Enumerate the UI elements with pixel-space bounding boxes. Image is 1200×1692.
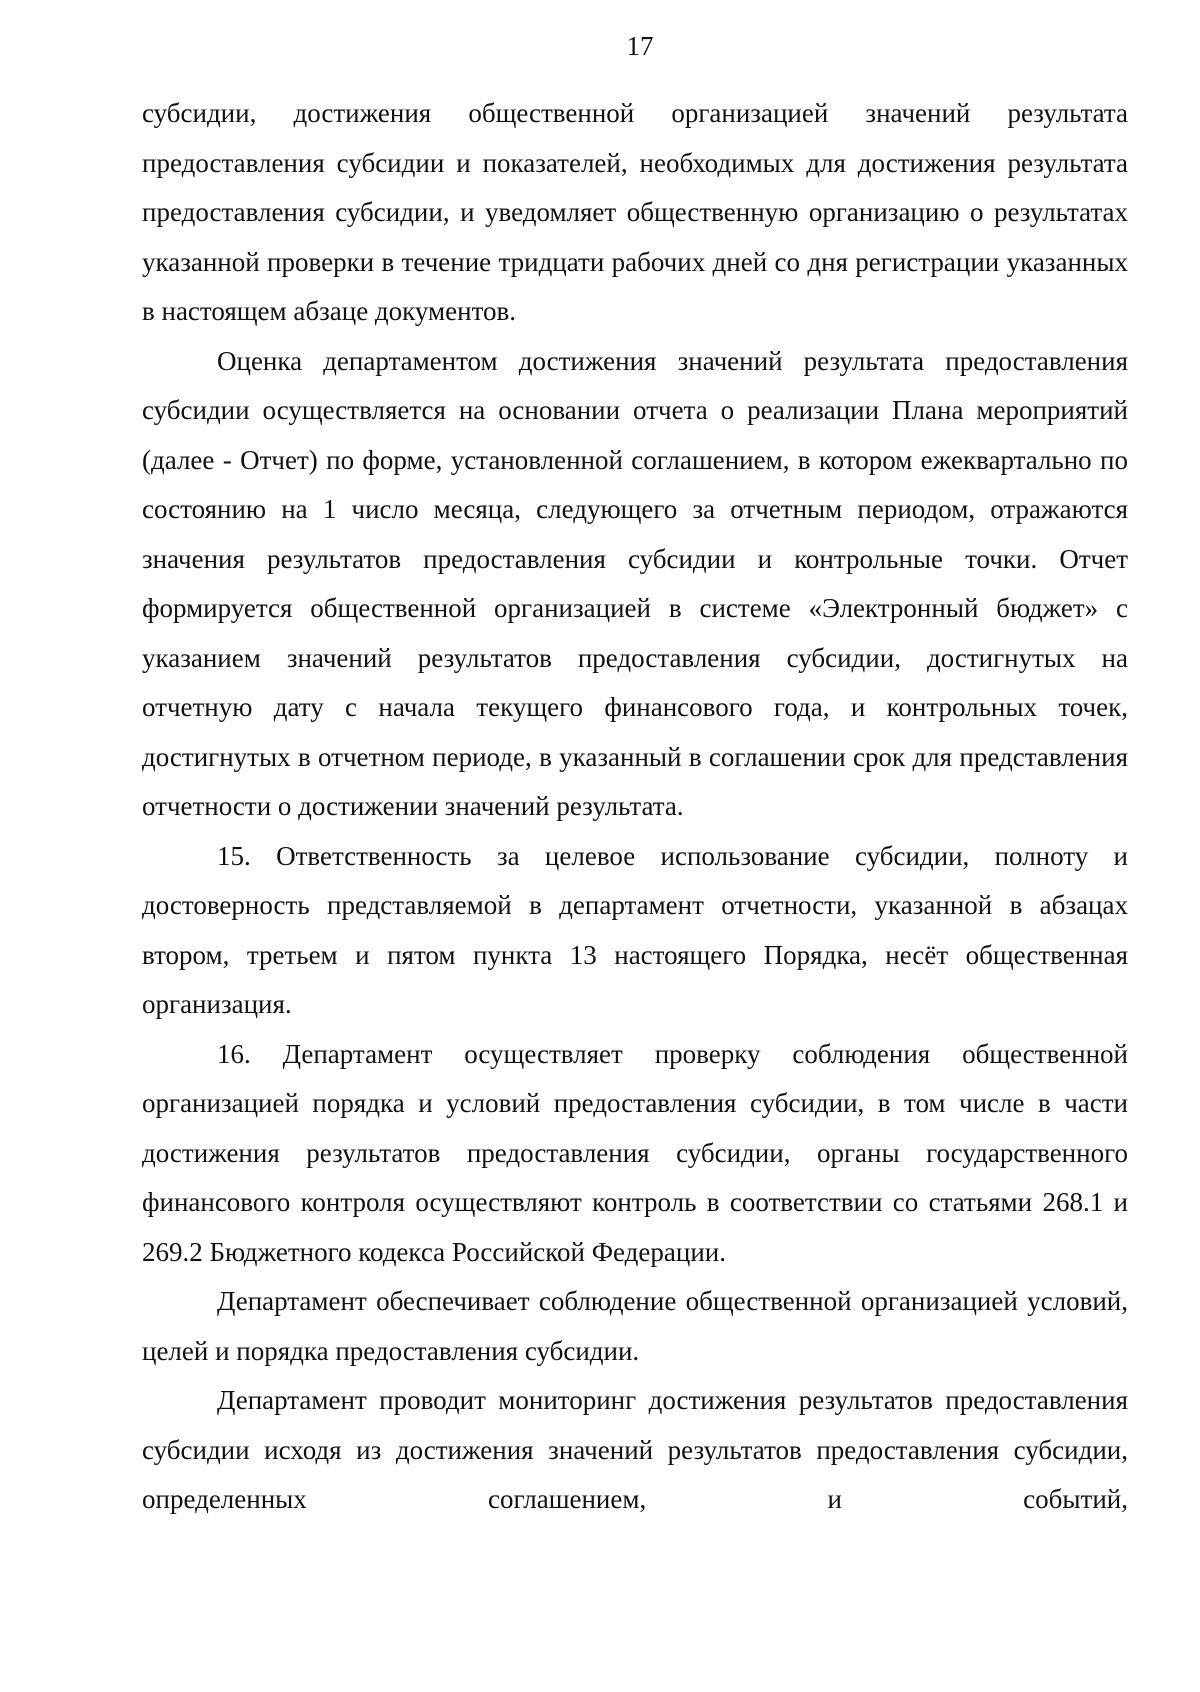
paragraph-item-16: 16. Департамент осуществляет проверку соблюдения общественной организацией порядка и условий предоставления субсидии, в том числе в части достижения результатов предоставления субсидии, органы государственного финансового контроля осуществляют контроль в соответствии со статьями 268.1 и 269.2 Бюджетного кодекса Российской Федерации.: [142, 1038, 1128, 1267]
paragraph-report-evaluation: Оценка департаментом достижения значений результата предоставления субсидии осуществляется на основании отчета о реализации Плана мероприятий (далее - Отчет) по форме, установленной соглашением, в котором ежеквартально по состоянию на 1 число месяца, следующего за отчетным периодом, отражаются значения результатов предоставления субсидии и контрольные точки. Отчет формируется общественной организацией в системе «Электронный бюджет» с указанием значений результатов предоставления субсидии, достигнутых на отчетную дату с начала текущего финансового года, и контрольных точек, достигнутых в отчетном периоде, в указанный в соглашении срок для представления отчетности о достижении значений результата.: [142, 345, 1128, 821]
paragraph-monitoring: Департамент проводит мониторинг достижения результатов предоставления субсидии исходя из достижения значений результатов предоставления субсидии, определенных соглашением, и событий,: [142, 1385, 1128, 1514]
document-body: [142, 89, 1128, 1525]
paragraph-item-15: 15. Ответственность за целевое использование субсидии, полноту и достоверность представляемой в департамент отчетности, указанной в абзацах втором, третьем и пятом пункта 13 настоящего Порядка, несёт общественная организация.: [142, 840, 1128, 1019]
paragraph-compliance: Департамент обеспечивает соблюдение общественной организацией условий, целей и порядка предоставления субсидии.: [142, 1286, 1128, 1366]
paragraph-continuation: субсидии, достижения общественной организацией значений результата предоставления субсидии и показателей, необходимых для достижения результата предоставления субсидии, и уведомляет общественную организацию о результатах указанной проверки в течение тридцати рабочих дней со дня регистрации указанных в настоящем абзаце документов.: [142, 98, 1128, 326]
page-number: 17: [626, 31, 654, 61]
